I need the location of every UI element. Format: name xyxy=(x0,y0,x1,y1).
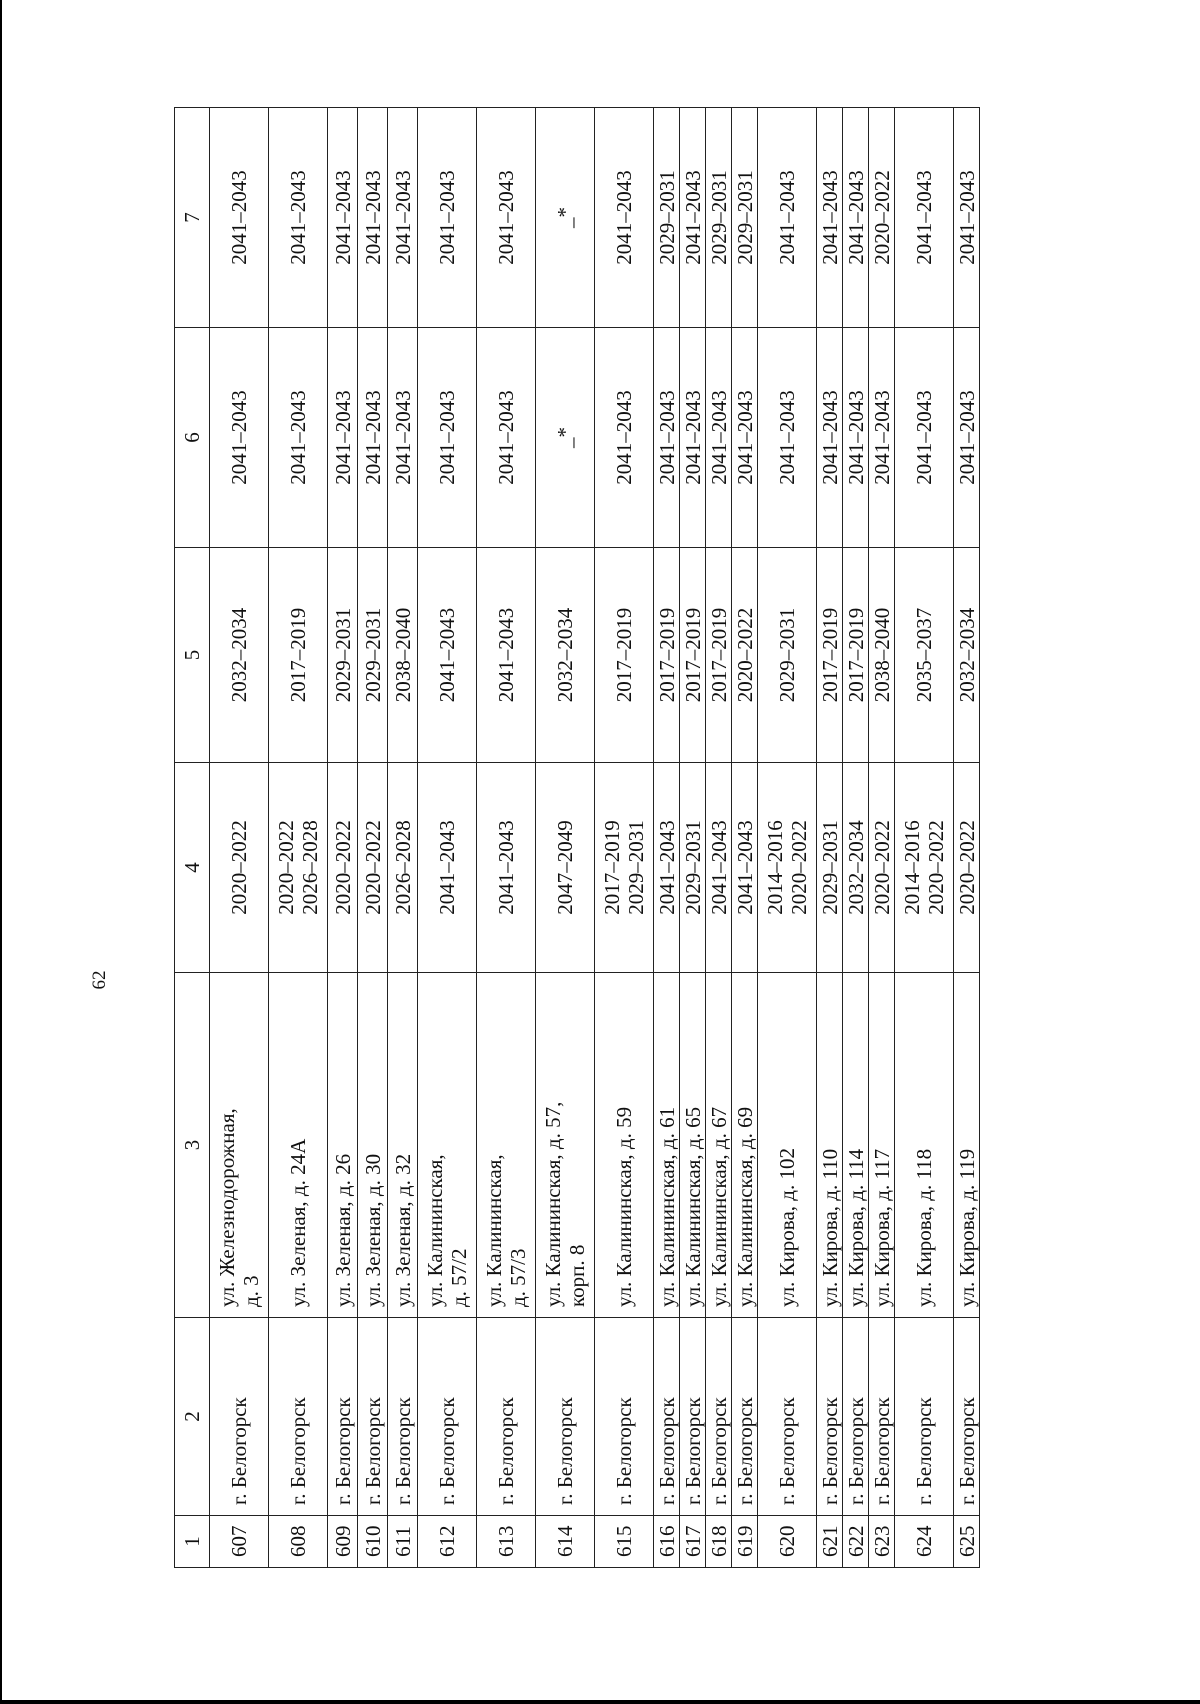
column-header-7: 7 xyxy=(175,108,210,328)
scan-border-bottom xyxy=(0,1700,1200,1704)
city-cell: г. Белогорск xyxy=(418,1318,477,1516)
period-col-6: 2041–2043 xyxy=(210,328,269,548)
period-col-6: 2041–2043 xyxy=(732,328,758,548)
scan-border-left xyxy=(0,0,2,1704)
column-header-5: 5 xyxy=(175,548,210,763)
period-col-7: 2041–2043 xyxy=(210,108,269,328)
period-col-4: 2020–2022 xyxy=(869,763,895,973)
period-col-4: 2014–2016 2020–2022 xyxy=(895,763,954,973)
address-cell: ул. Кирова, д. 114 xyxy=(843,973,869,1318)
table-row xyxy=(269,108,328,1568)
city-cell: г. Белогорск xyxy=(869,1318,895,1516)
table-row xyxy=(358,108,388,1568)
period-col-4: 2020–2022 2026–2028 xyxy=(269,763,328,973)
period-col-4: 2029–2031 xyxy=(817,763,843,973)
table-row xyxy=(817,108,843,1568)
row-number: 616 xyxy=(654,1516,680,1568)
period-col-6: 2041–2043 xyxy=(817,328,843,548)
period-col-6: 2041–2043 xyxy=(654,328,680,548)
row-number: 622 xyxy=(843,1516,869,1568)
table-row xyxy=(536,108,595,1568)
period-col-6: 2041–2043 xyxy=(954,328,980,548)
row-number: 615 xyxy=(595,1516,654,1568)
table-row xyxy=(954,108,980,1568)
city-cell: г. Белогорск xyxy=(954,1318,980,1516)
period-col-6: 2041–2043 xyxy=(869,328,895,548)
period-col-4: 2029–2031 xyxy=(680,763,706,973)
header-row xyxy=(175,108,210,1568)
address-cell: ул. Калининская, д. 67 xyxy=(706,973,732,1318)
period-col-4: 2041–2043 xyxy=(477,763,536,973)
period-col-4: 2032–2034 xyxy=(843,763,869,973)
period-col-7: 2041–2043 xyxy=(328,108,358,328)
period-col-5: 2017–2019 xyxy=(595,548,654,763)
period-col-4: 2041–2043 xyxy=(418,763,477,973)
row-number: 624 xyxy=(895,1516,954,1568)
period-col-7: _* xyxy=(536,108,595,328)
period-col-5: 2038–2040 xyxy=(869,548,895,763)
address-cell: ул. Калининская, д. 57, корп. 8 xyxy=(536,973,595,1318)
period-col-6: 2041–2043 xyxy=(895,328,954,548)
period-col-5: 2017–2019 xyxy=(706,548,732,763)
period-col-7: 2041–2043 xyxy=(595,108,654,328)
period-col-7: 2041–2043 xyxy=(895,108,954,328)
period-col-5: 2029–2031 xyxy=(358,548,388,763)
period-col-5: 2017–2019 xyxy=(817,548,843,763)
period-col-7: 2029–2031 xyxy=(654,108,680,328)
table-row xyxy=(654,108,680,1568)
city-cell: г. Белогорск xyxy=(477,1318,536,1516)
period-col-6: 2041–2043 xyxy=(680,328,706,548)
city-cell: г. Белогорск xyxy=(210,1318,269,1516)
row-number: 613 xyxy=(477,1516,536,1568)
period-col-4: 2041–2043 xyxy=(732,763,758,973)
city-cell: г. Белогорск xyxy=(895,1318,954,1516)
table-row xyxy=(843,108,869,1568)
period-col-5: 2035–2037 xyxy=(895,548,954,763)
row-number: 620 xyxy=(758,1516,817,1568)
period-col-4: 2041–2043 xyxy=(654,763,680,973)
row-number: 614 xyxy=(536,1516,595,1568)
column-header-2: 2 xyxy=(175,1318,210,1516)
address-cell: ул. Зеленая, д. 26 xyxy=(328,973,358,1318)
period-col-6: 2041–2043 xyxy=(758,328,817,548)
rotated-table-container xyxy=(174,108,1134,1568)
period-col-4: 2026–2028 xyxy=(388,763,418,973)
period-col-4: 2020–2022 xyxy=(210,763,269,973)
period-col-7: 2029–2031 xyxy=(706,108,732,328)
period-col-6: 2041–2043 xyxy=(706,328,732,548)
row-number: 625 xyxy=(954,1516,980,1568)
period-col-6: 2041–2043 xyxy=(328,328,358,548)
city-cell: г. Белогорск xyxy=(269,1318,328,1516)
address-cell: ул. Кирова, д. 118 xyxy=(895,973,954,1318)
city-cell: г. Белогорск xyxy=(595,1318,654,1516)
period-col-7: 2041–2043 xyxy=(817,108,843,328)
city-cell: г. Белогорск xyxy=(758,1318,817,1516)
table-row xyxy=(210,108,269,1568)
row-number: 612 xyxy=(418,1516,477,1568)
row-number: 608 xyxy=(269,1516,328,1568)
address-cell: ул. Кирова, д. 117 xyxy=(869,973,895,1318)
column-header-1: 1 xyxy=(175,1516,210,1568)
period-col-7: 2041–2043 xyxy=(680,108,706,328)
period-col-6: 2041–2043 xyxy=(269,328,328,548)
period-col-6: 2041–2043 xyxy=(595,328,654,548)
period-col-6: 2041–2043 xyxy=(418,328,477,548)
address-cell: ул. Калининская, д. 65 xyxy=(680,973,706,1318)
address-cell: ул. Зеленая, д. 24А xyxy=(269,973,328,1318)
table-body xyxy=(210,108,980,1568)
address-cell: ул. Кирова, д. 110 xyxy=(817,973,843,1318)
period-col-4: 2041–2043 xyxy=(706,763,732,973)
period-col-6: 2041–2043 xyxy=(477,328,536,548)
row-number: 607 xyxy=(210,1516,269,1568)
page-number: 62 xyxy=(89,970,110,990)
table-row xyxy=(418,108,477,1568)
period-col-7: 2041–2043 xyxy=(477,108,536,328)
city-cell: г. Белогорск xyxy=(388,1318,418,1516)
period-col-5: 2032–2034 xyxy=(536,548,595,763)
period-col-4: 2047–2049 xyxy=(536,763,595,973)
address-cell: ул. Кирова, д. 119 xyxy=(954,973,980,1318)
city-cell: г. Белогорск xyxy=(536,1318,595,1516)
period-col-5: 2029–2031 xyxy=(758,548,817,763)
period-col-5: 2029–2031 xyxy=(328,548,358,763)
table-row xyxy=(895,108,954,1568)
address-cell: ул. Зеленая, д. 32 xyxy=(388,973,418,1318)
table-row xyxy=(477,108,536,1568)
period-col-5: 2032–2034 xyxy=(954,548,980,763)
period-col-7: 2041–2043 xyxy=(843,108,869,328)
address-cell: ул. Калининская, д. 69 xyxy=(732,973,758,1318)
period-col-5: 2038–2040 xyxy=(388,548,418,763)
city-cell: г. Белогорск xyxy=(817,1318,843,1516)
table-row xyxy=(706,108,732,1568)
table-row xyxy=(328,108,358,1568)
city-cell: г. Белогорск xyxy=(680,1318,706,1516)
period-col-7: 2041–2043 xyxy=(418,108,477,328)
address-cell: ул. Калининская, д. 57/2 xyxy=(418,973,477,1318)
period-col-7: 2041–2043 xyxy=(758,108,817,328)
period-col-5: 2017–2019 xyxy=(269,548,328,763)
row-number: 609 xyxy=(328,1516,358,1568)
period-col-4: 2017–2019 2029–2031 xyxy=(595,763,654,973)
schedule-table xyxy=(174,107,980,1568)
table-row xyxy=(595,108,654,1568)
table-row xyxy=(680,108,706,1568)
period-col-5: 2017–2019 xyxy=(843,548,869,763)
period-col-6: 2041–2043 xyxy=(388,328,418,548)
period-col-5: 2017–2019 xyxy=(680,548,706,763)
period-col-5: 2017–2019 xyxy=(654,548,680,763)
column-header-6: 6 xyxy=(175,328,210,548)
period-col-5: 2020–2022 xyxy=(732,548,758,763)
table-row xyxy=(869,108,895,1568)
row-number: 611 xyxy=(388,1516,418,1568)
city-cell: г. Белогорск xyxy=(654,1318,680,1516)
address-cell: ул. Калининская, д. 61 xyxy=(654,973,680,1318)
period-col-7: 2041–2043 xyxy=(954,108,980,328)
period-col-7: 2041–2043 xyxy=(388,108,418,328)
period-col-4: 2020–2022 xyxy=(328,763,358,973)
row-number: 619 xyxy=(732,1516,758,1568)
period-col-6: 2041–2043 xyxy=(358,328,388,548)
period-col-5: 2032–2034 xyxy=(210,548,269,763)
address-cell: ул. Железнодорожная, д. 3 xyxy=(210,973,269,1318)
address-cell: ул. Калининская, д. 59 xyxy=(595,973,654,1318)
row-number: 617 xyxy=(680,1516,706,1568)
city-cell: г. Белогорск xyxy=(358,1318,388,1516)
city-cell: г. Белогорск xyxy=(732,1318,758,1516)
period-col-6: _* xyxy=(536,328,595,548)
address-cell: ул. Калининская, д. 57/3 xyxy=(477,973,536,1318)
period-col-4: 2020–2022 xyxy=(358,763,388,973)
period-col-5: 2041–2043 xyxy=(418,548,477,763)
column-header-3: 3 xyxy=(175,973,210,1318)
row-number: 621 xyxy=(817,1516,843,1568)
period-col-7: 2029–2031 xyxy=(732,108,758,328)
period-col-7: 2041–2043 xyxy=(358,108,388,328)
period-col-7: 2041–2043 xyxy=(269,108,328,328)
row-number: 610 xyxy=(358,1516,388,1568)
period-col-5: 2041–2043 xyxy=(477,548,536,763)
city-cell: г. Белогорск xyxy=(328,1318,358,1516)
city-cell: г. Белогорск xyxy=(706,1318,732,1516)
address-cell: ул. Зеленая, д. 30 xyxy=(358,973,388,1318)
city-cell: г. Белогорск xyxy=(843,1318,869,1516)
period-col-7: 2020–2022 xyxy=(869,108,895,328)
row-number: 618 xyxy=(706,1516,732,1568)
table-row xyxy=(732,108,758,1568)
period-col-6: 2041–2043 xyxy=(843,328,869,548)
period-col-4: 2014–2016 2020–2022 xyxy=(758,763,817,973)
table-row xyxy=(758,108,817,1568)
table-row xyxy=(388,108,418,1568)
row-number: 623 xyxy=(869,1516,895,1568)
address-cell: ул. Кирова, д. 102 xyxy=(758,973,817,1318)
period-col-4: 2020–2022 xyxy=(954,763,980,973)
column-header-4: 4 xyxy=(175,763,210,973)
